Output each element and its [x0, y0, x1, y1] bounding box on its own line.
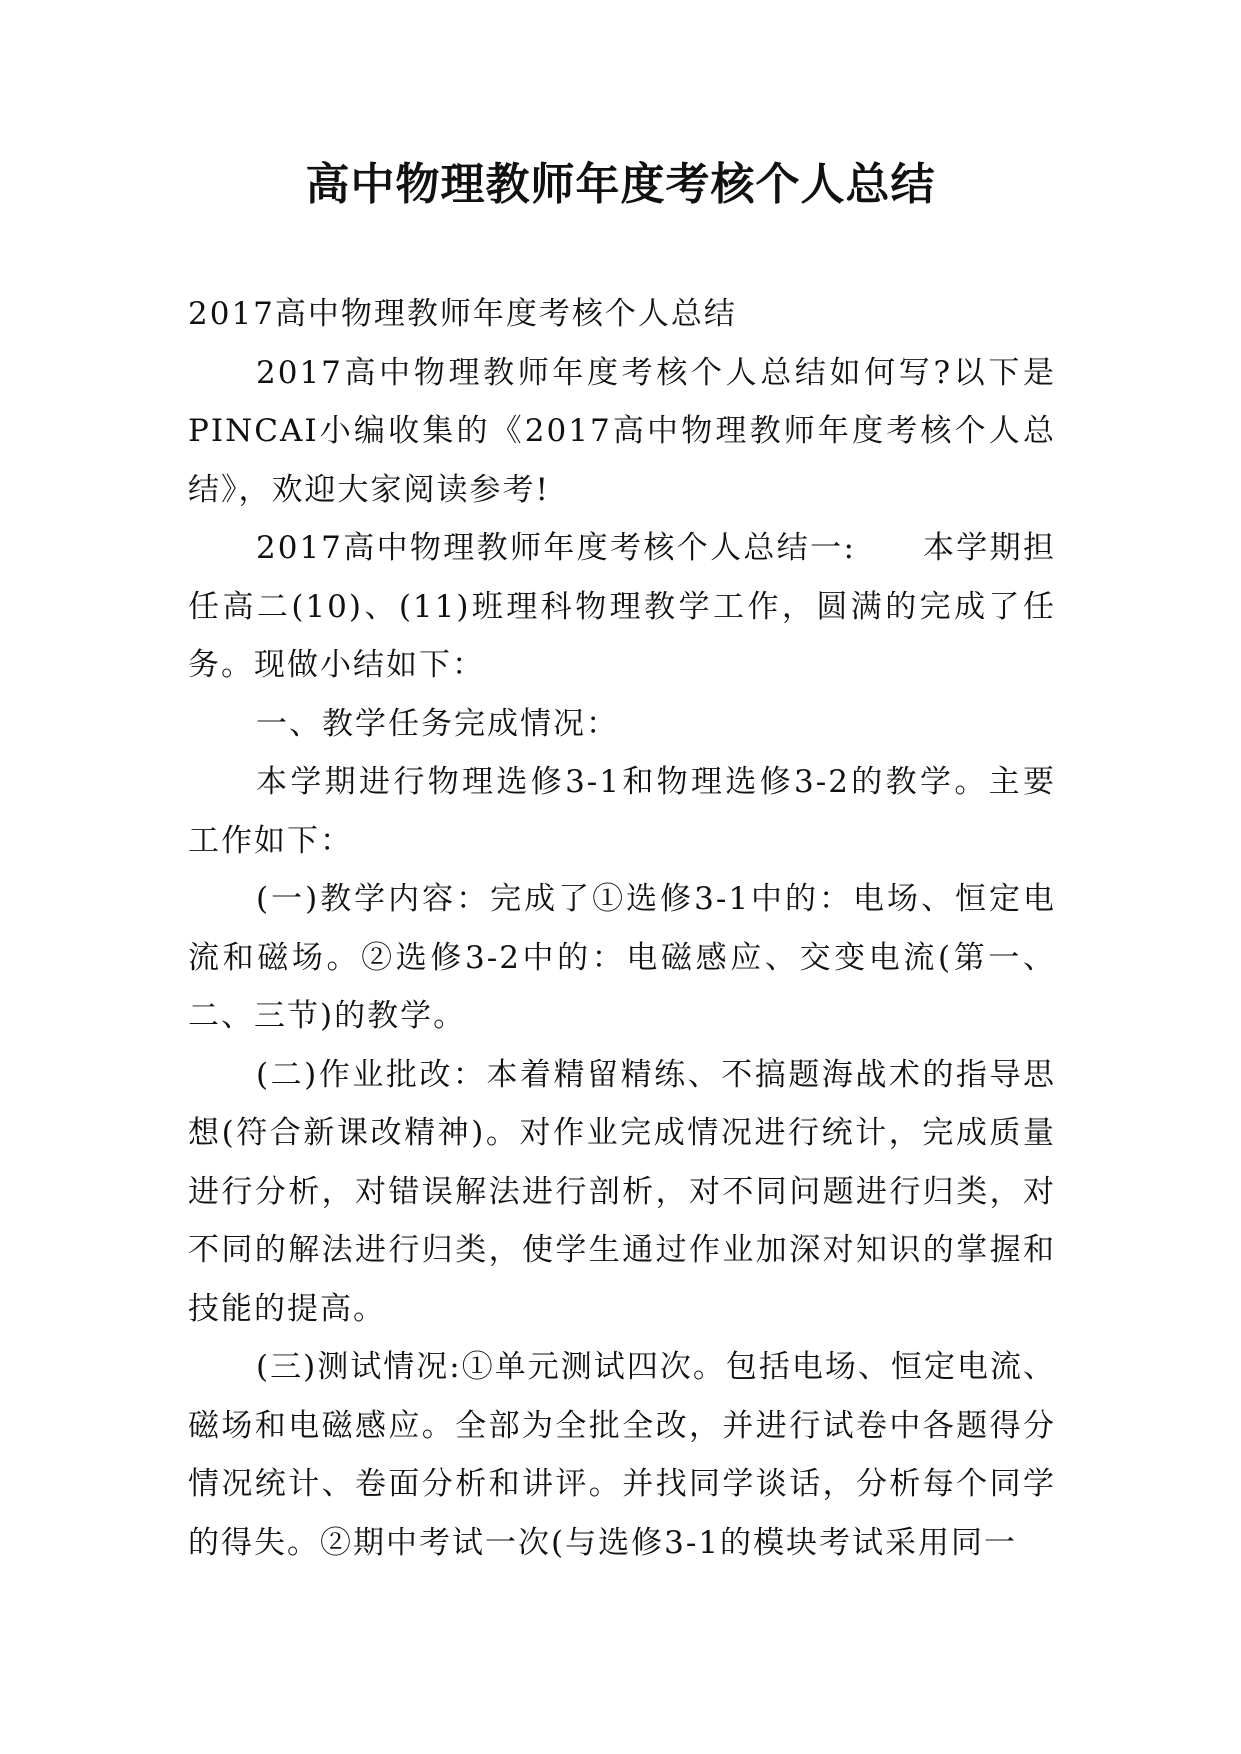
summary-one-paragraph: 2017高中物理教师年度考核个人总结一: 本学期担任高二(10)、(11)班理科物理教学工作，圆满的完成了任务。现做小结如下： — [188, 530, 1056, 683]
testing-paragraph: (三)测试情况:①单元测试四次。包括电场、恒定电流、磁场和电磁感应。全部为全批全改，并进行试卷中各题得分情况统计、卷面分析和讲评。并找同学谈话，分析每个同学的得失。②期中考试一次(与选修3-1的模块考试采用同一 — [188, 1349, 1056, 1561]
teaching-content-paragraph: (一)教学内容：完成了①选修3-1中的：电场、恒定电流和磁场。②选修3-2中的：电磁感应、交变电流(第一、二、三节)的教学。 — [188, 881, 1056, 1034]
document-body — [188, 285, 1056, 1572]
subtitle-paragraph: 2017高中物理教师年度考核个人总结 — [188, 296, 737, 332]
teaching-overview-paragraph: 本学期进行物理选修3-1和物理选修3-2的教学。主要工作如下： — [188, 764, 1056, 859]
document-title: 高中物理教师年度考核个人总结 — [305, 159, 936, 210]
intro-paragraph: 2017高中物理教师年度考核个人总结如何写?以下是PINCAI小编收集的《2017高中物理教师年度考核个人总结》，欢迎大家阅读参考! — [188, 354, 1056, 508]
homework-paragraph: (二)作业批改：本着精留精练、不搞题海战术的指导思想(符合新课改精神)。对作业完成情况进行统计，完成质量进行分析，对错误解法进行剖析，对不同问题进行归类，对不同的解法进行归类，使学生通过作业加深对知识的掌握和技能的提高。 — [188, 1056, 1056, 1327]
section-heading: 一、教学任务完成情况： — [256, 705, 619, 742]
